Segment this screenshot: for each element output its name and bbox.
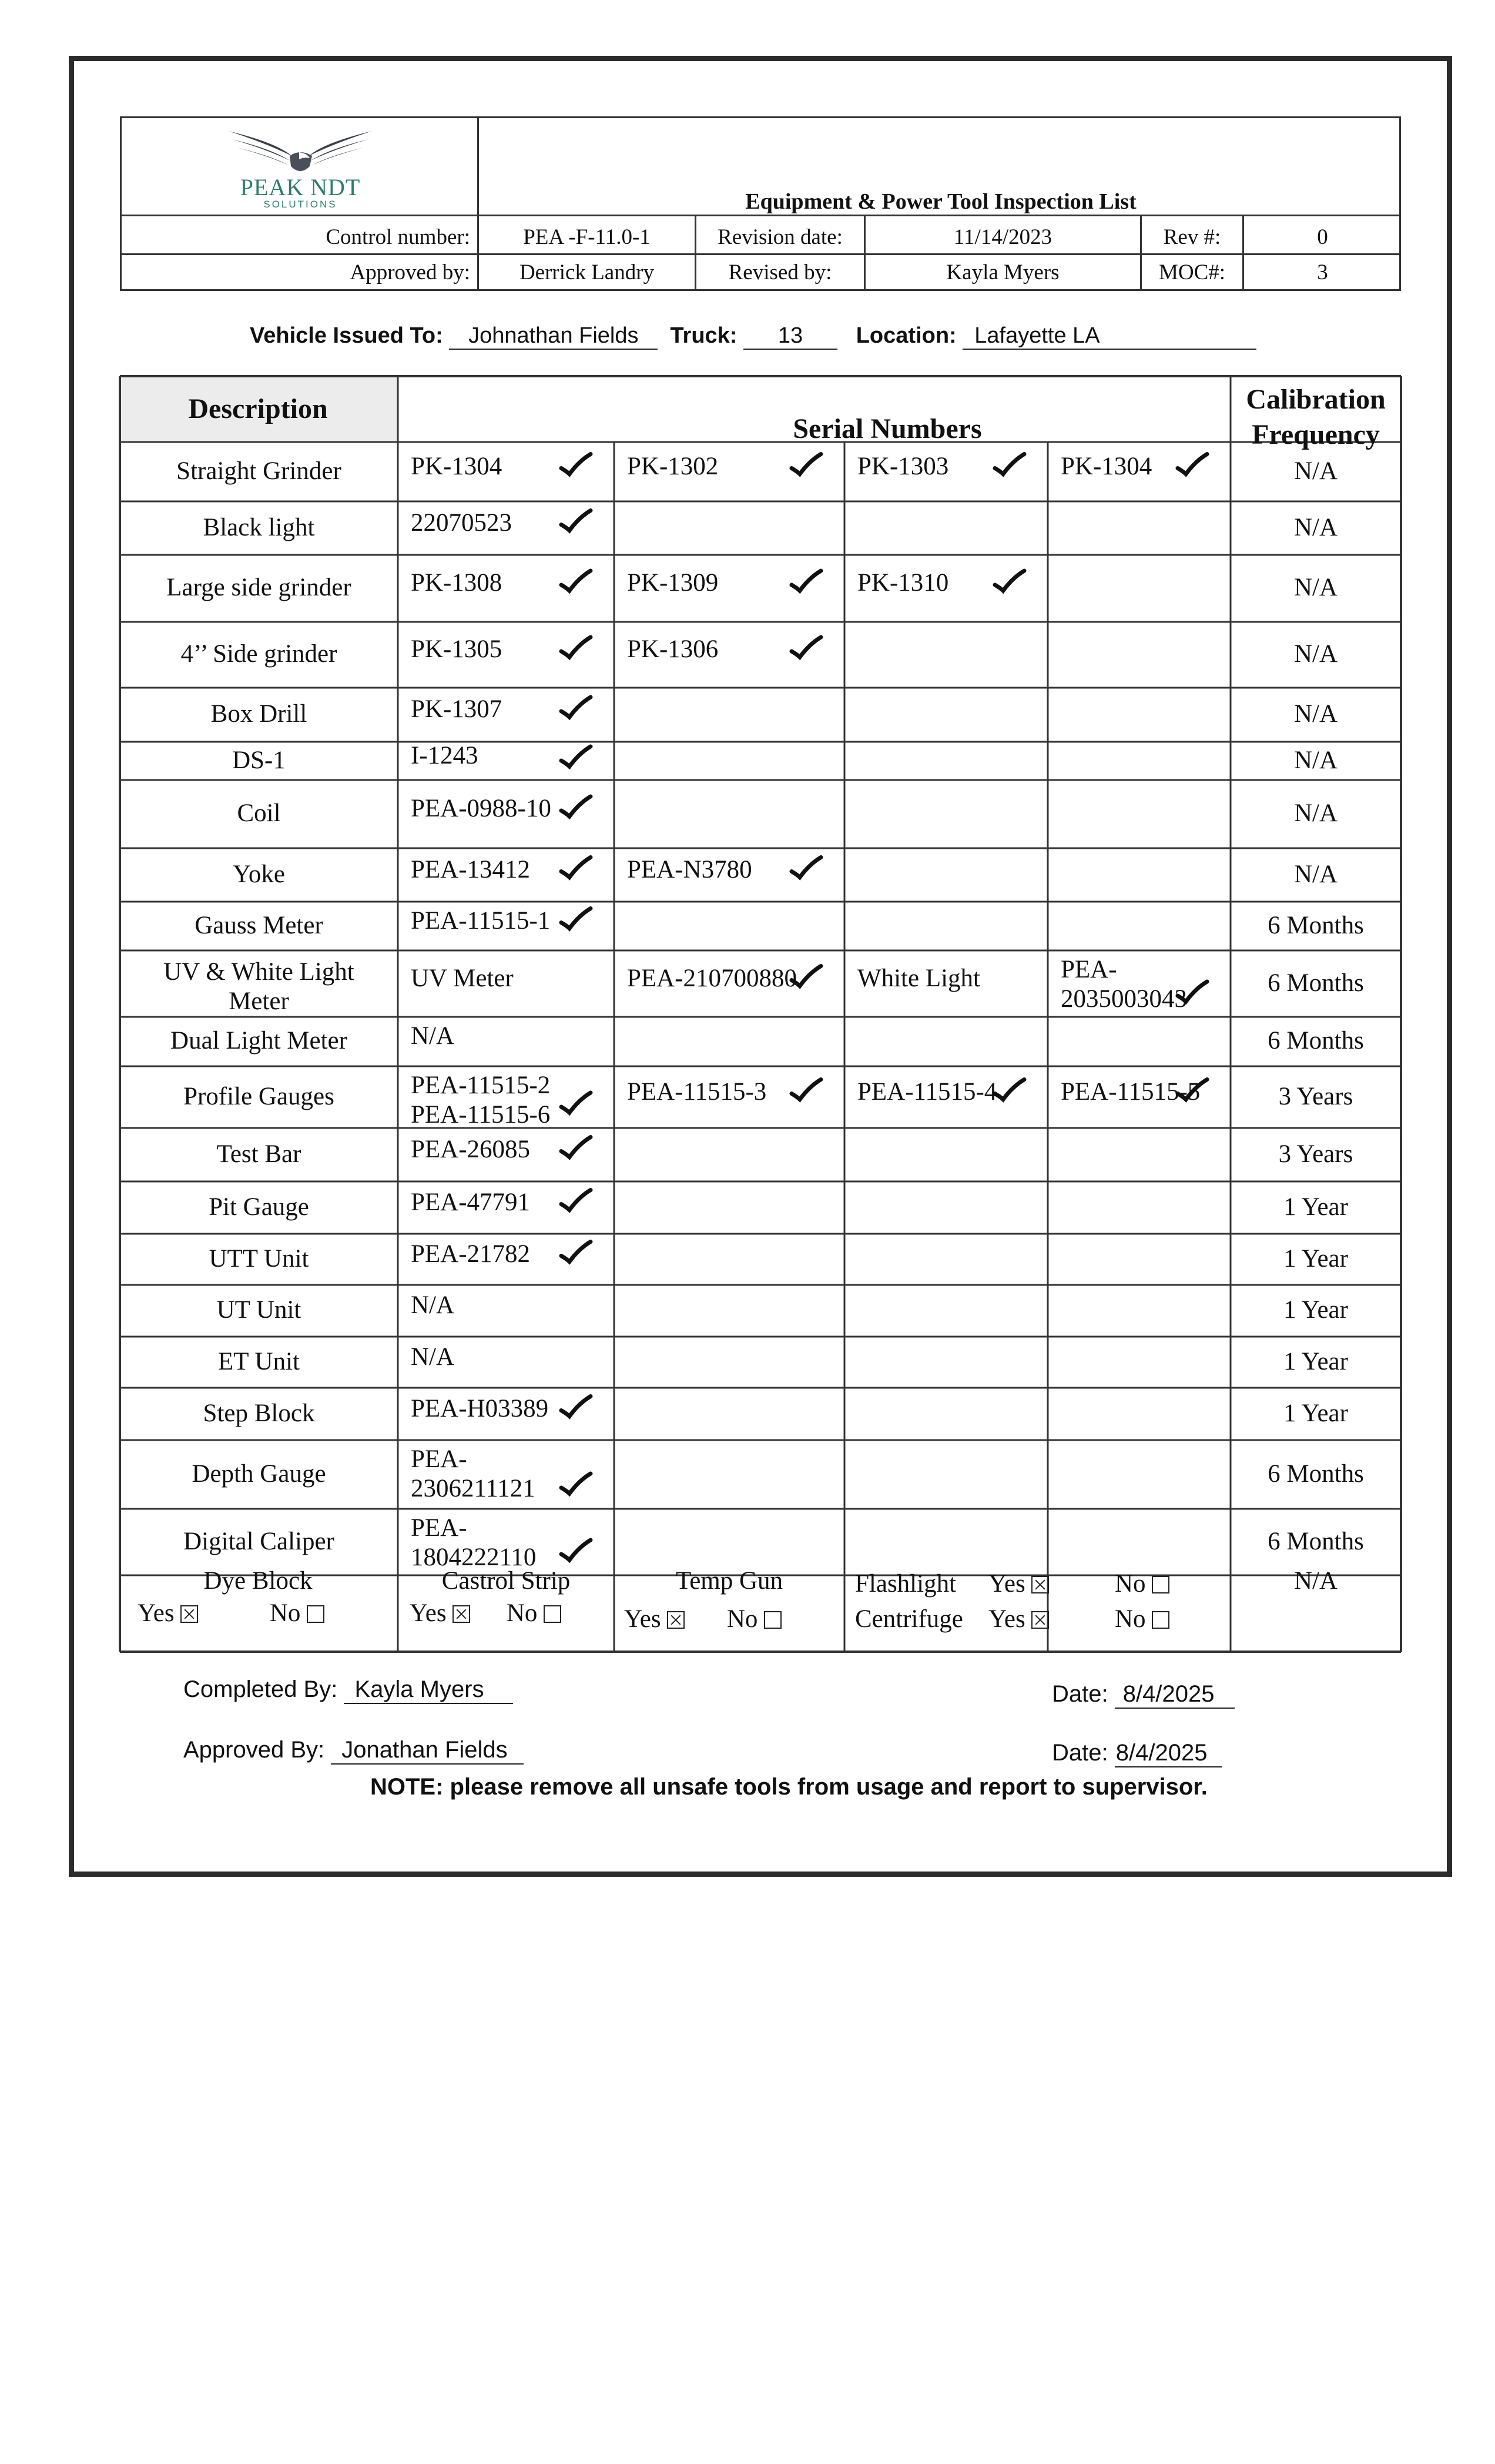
- serial-number: 2306211121: [411, 1475, 535, 1502]
- calibration-frequency: 1 Year: [1283, 1296, 1348, 1324]
- dye-block-yes-checkbox[interactable]: [180, 1605, 198, 1623]
- moc-label: MOC#:: [1158, 260, 1226, 284]
- castrol-strip-no-checkbox[interactable]: [544, 1605, 561, 1623]
- handwritten-check-icon: [561, 571, 591, 591]
- approved-date-label: Date:: [1052, 1740, 1108, 1766]
- moc-value: 3: [1317, 260, 1328, 284]
- serial-number: PEA-N3780: [627, 855, 752, 883]
- completed-date-label: Date:: [1052, 1681, 1108, 1707]
- serial-number: PEA-: [411, 1445, 467, 1473]
- flashlight-options: [855, 1569, 1169, 1598]
- control-number-value: PEA -F-11.0-1: [523, 225, 651, 249]
- temp-gun-options: [624, 1605, 782, 1633]
- castrol-strip-label: Castrol Strip: [441, 1567, 571, 1595]
- row-description: Box Drill: [210, 700, 307, 728]
- serial-number: PEA-H03389: [411, 1394, 549, 1422]
- temp-gun-label: Temp Gun: [675, 1567, 783, 1595]
- serial-number: PK-1304: [411, 452, 502, 480]
- calibration-frequency: 1 Year: [1283, 1347, 1348, 1375]
- handwritten-check-icon: [792, 858, 821, 878]
- centrifuge-no-label: No: [1114, 1605, 1146, 1633]
- dye-block-no-label: No: [269, 1599, 301, 1627]
- flashlight-yes-checkbox[interactable]: [1031, 1576, 1049, 1593]
- handwritten-check-icon: [561, 1242, 591, 1262]
- serial-number: PEA-26085: [411, 1135, 531, 1163]
- logo-subtitle: SOLUTIONS: [263, 199, 337, 210]
- castrol-strip-yes-checkbox[interactable]: [452, 1605, 470, 1623]
- revision-date-value: 11/14/2023: [953, 225, 1052, 249]
- row-description: Test Bar: [216, 1140, 301, 1168]
- castrol-strip-yes-label: Yes: [410, 1599, 447, 1627]
- vehicle-issued-label: Vehicle Issued To:: [250, 323, 443, 348]
- serial-number: PEA-11515-4: [857, 1077, 997, 1106]
- truck-value: 13: [743, 323, 837, 350]
- handwritten-check-icon: [561, 796, 591, 816]
- completed-date-line: [1052, 1681, 1235, 1709]
- flashlight-no-checkbox[interactable]: [1152, 1576, 1169, 1593]
- row-description: DS-1: [232, 746, 286, 774]
- revised-by-value: Kayla Myers: [946, 260, 1060, 284]
- dye-block-options: [138, 1599, 324, 1628]
- serial-number: 1804222110: [411, 1544, 537, 1571]
- calibration-frequency: 6 Months: [1268, 1027, 1364, 1054]
- centrifuge-yes-checkbox[interactable]: [1031, 1611, 1049, 1629]
- rev-number-value: 0: [1317, 225, 1328, 249]
- calibration-frequency: 6 Months: [1268, 911, 1364, 939]
- row-description: Dual Light Meter: [170, 1027, 347, 1054]
- calibration-frequency: 1 Year: [1283, 1244, 1348, 1273]
- centrifuge-yes-label: Yes: [988, 1605, 1025, 1633]
- handwritten-check-icon: [995, 454, 1024, 474]
- row-description: Coil: [237, 799, 281, 827]
- castrol-strip-options: [410, 1599, 561, 1628]
- serial-number: PEA-11515-2: [411, 1072, 551, 1099]
- serial-number: PEA-21782: [411, 1240, 531, 1268]
- handwritten-check-icon: [561, 454, 591, 474]
- castrol-strip-no-label: No: [506, 1599, 538, 1627]
- approved-date-value: 8/4/2025: [1115, 1740, 1222, 1767]
- serial-number: 22070523: [411, 508, 512, 537]
- row-description: Large side grinder: [166, 574, 351, 601]
- truck-label: Truck:: [670, 323, 738, 348]
- serial-number: PEA-11515-5: [1061, 1077, 1201, 1106]
- safety-note: NOTE: please remove all unsafe tools from usage and report to supervisor.: [370, 1774, 1208, 1800]
- row-description: Gauss Meter: [195, 911, 323, 939]
- handwritten-check-icon: [1178, 454, 1207, 474]
- row-description: Straight Grinder: [176, 457, 341, 485]
- temp-gun-no-checkbox[interactable]: [764, 1611, 782, 1629]
- serial-number: UV Meter: [411, 964, 514, 992]
- handwritten-check-icon: [561, 637, 591, 657]
- serial-number: PK-1308: [411, 569, 502, 597]
- calibration-frequency: 1 Year: [1283, 1399, 1348, 1427]
- serial-number: PK-1306: [627, 635, 719, 663]
- serial-number: PEA-0988-10: [411, 795, 551, 822]
- logo-name: PEAK NDT: [240, 174, 361, 200]
- serial-number: PEA-: [411, 1514, 467, 1542]
- row-description: ET Unit: [218, 1347, 300, 1375]
- row-description: Pit Gauge: [209, 1193, 309, 1221]
- row-description: Step Block: [203, 1399, 315, 1427]
- temp-gun-yes-checkbox[interactable]: [667, 1611, 685, 1629]
- location-value: Lafayette LA: [963, 323, 1256, 350]
- serial-number: N/A: [411, 1022, 455, 1050]
- temp-gun-yes-label: Yes: [624, 1605, 661, 1633]
- handwritten-check-icon: [995, 571, 1024, 591]
- flashlight-yes-label: Yes: [988, 1570, 1025, 1598]
- calibration-frequency: N/A: [1293, 574, 1338, 601]
- handwritten-check-icon: [792, 571, 821, 591]
- handwritten-check-icon: [561, 1190, 591, 1210]
- serial-number: PK-1307: [411, 695, 502, 723]
- dye-block-label: Dye Block: [203, 1567, 313, 1595]
- flashlight-label: Flashlight: [855, 1570, 957, 1598]
- handwritten-check-icon: [561, 1540, 591, 1560]
- completed-by-label: Completed By:: [183, 1676, 338, 1702]
- handwritten-check-icon: [792, 1080, 821, 1100]
- row-description: UV & White Light: [163, 958, 354, 986]
- serial-number: PK-1310: [857, 569, 949, 597]
- centrifuge-options: [855, 1605, 1169, 1633]
- footer-approved-by-label: Approved By:: [183, 1737, 325, 1763]
- calibration-frequency: 6 Months: [1268, 1459, 1364, 1488]
- serial-number: PEA-: [1061, 956, 1117, 983]
- calibration-frequency: 6 Months: [1268, 969, 1364, 997]
- calibration-frequency: N/A: [1293, 457, 1338, 485]
- serial-number: 2035003043: [1061, 985, 1187, 1013]
- calibration-frequency: 1 Year: [1283, 1193, 1348, 1221]
- row-description: Depth Gauge: [192, 1459, 326, 1488]
- calibration-frequency: 6 Months: [1268, 1527, 1364, 1555]
- row-description: UT Unit: [216, 1296, 301, 1324]
- handwritten-check-icon: [561, 909, 591, 929]
- handwritten-check-icon: [792, 454, 821, 474]
- serial-number: PEA-47791: [411, 1188, 531, 1216]
- handwritten-check-icon: [561, 511, 591, 531]
- row-description: Digital Caliper: [183, 1527, 334, 1555]
- serial-number: PK-1304: [1061, 452, 1152, 480]
- checklist-calibration: N/A: [1293, 1567, 1338, 1595]
- serial-number: I-1243: [411, 741, 478, 769]
- approved-by-line: [183, 1737, 524, 1765]
- handwritten-check-icon: [561, 858, 591, 878]
- handwritten-check-icon: [792, 637, 821, 657]
- calibration-frequency: 3 Years: [1278, 1082, 1353, 1110]
- row-description: Meter: [229, 987, 289, 1015]
- approved-date-line: [1052, 1740, 1222, 1767]
- serial-number: PEA-11515-6: [411, 1101, 551, 1129]
- handwritten-check-icon: [995, 1080, 1024, 1100]
- col-serial-numbers-header: Serial Numbers: [793, 413, 982, 444]
- row-description: 4’’ Side grinder: [180, 640, 337, 668]
- flashlight-no-label: No: [1114, 1570, 1146, 1598]
- col-calibration-header-line1: Calibration: [1246, 384, 1386, 415]
- serial-number: PK-1305: [411, 635, 502, 663]
- handwritten-check-icon: [561, 1137, 591, 1157]
- handwritten-check-icon: [561, 1474, 591, 1494]
- handwritten-check-icon: [561, 1093, 591, 1113]
- serial-number: N/A: [411, 1291, 455, 1319]
- col-description-header: Description: [188, 393, 328, 424]
- serial-number: PEA-210700880: [627, 964, 797, 992]
- footer-approved-by-value: Jonathan Fields: [331, 1737, 524, 1765]
- approved-by-value: Derrick Landry: [519, 260, 655, 284]
- row-description: Black light: [203, 513, 315, 541]
- serial-number: PK-1302: [627, 452, 719, 480]
- serial-number: PEA-13412: [411, 855, 531, 883]
- calibration-frequency: N/A: [1293, 513, 1338, 541]
- temp-gun-no-label: No: [726, 1605, 758, 1633]
- handwritten-check-icon: [561, 746, 591, 766]
- row-description: Yoke: [233, 860, 285, 888]
- control-number-label: Control number:: [326, 225, 470, 249]
- serial-number: PK-1303: [857, 452, 949, 480]
- serial-number: PEA-11515-3: [627, 1077, 767, 1106]
- revision-date-label: Revision date:: [718, 225, 843, 249]
- handwritten-check-icon: [561, 1397, 591, 1417]
- centrifuge-no-checkbox[interactable]: [1152, 1611, 1169, 1629]
- col-calibration-header-line2: Frequency: [1252, 419, 1380, 450]
- calibration-frequency: N/A: [1293, 860, 1338, 888]
- handwritten-check-icon: [561, 697, 591, 717]
- calibration-frequency: N/A: [1293, 640, 1338, 668]
- calibration-frequency: N/A: [1293, 746, 1338, 774]
- calibration-frequency: N/A: [1293, 799, 1338, 827]
- revised-by-label: Revised by:: [728, 260, 832, 284]
- calibration-frequency: 3 Years: [1278, 1140, 1353, 1168]
- row-description: Profile Gauges: [183, 1082, 334, 1110]
- row-description: UTT Unit: [209, 1244, 309, 1273]
- serial-number: PK-1309: [627, 569, 719, 597]
- completed-by-line: [183, 1676, 513, 1704]
- dye-block-yes-label: Yes: [138, 1599, 175, 1627]
- location-label: Location:: [856, 323, 957, 348]
- calibration-frequency: N/A: [1293, 700, 1338, 728]
- serial-number: White Light: [857, 964, 980, 992]
- approved-by-label: Approved by:: [350, 260, 470, 284]
- dye-block-no-checkbox[interactable]: [307, 1605, 324, 1623]
- completed-date-value: 8/4/2025: [1115, 1681, 1235, 1709]
- centrifuge-label: Centrifuge: [855, 1605, 963, 1633]
- completed-by-value: Kayla Myers: [344, 1676, 513, 1704]
- vehicle-issued-value: Johnathan Fields: [449, 323, 658, 350]
- serial-number: PEA-11515-1: [411, 906, 551, 935]
- serial-number: N/A: [411, 1343, 455, 1371]
- document-title: Equipment & Power Tool Inspection List: [745, 189, 1137, 214]
- rev-number-label: Rev #:: [1163, 225, 1221, 249]
